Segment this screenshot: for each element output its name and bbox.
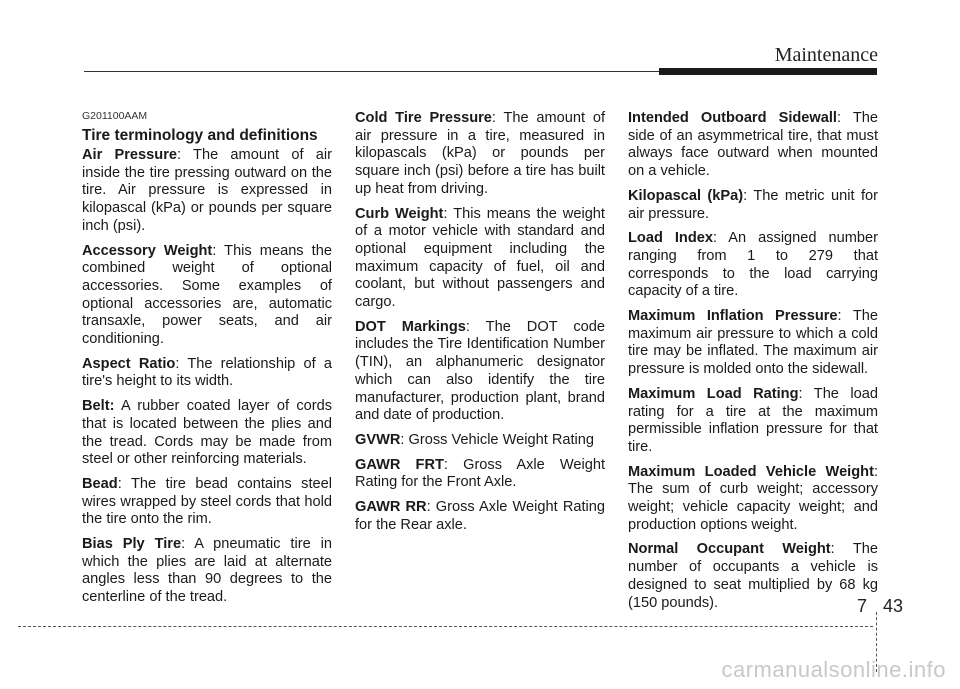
glossary-separator: : xyxy=(212,242,225,259)
section-code: G201100AAM xyxy=(82,110,148,122)
glossary-definition: The tire bead contains steel wires wrapped by steel cords that hold the tire onto the rim. xyxy=(82,475,332,528)
glossary-term: GAWR FRT xyxy=(355,456,444,473)
glossary-entry xyxy=(628,188,878,223)
glossary-definition: The side of an asymmetrical tire, that must always face outward when mounted on a vehicle. xyxy=(628,110,878,180)
glossary-term: GAWR RR xyxy=(355,499,427,516)
glossary-separator: : xyxy=(712,230,729,247)
glossary-term: Kilopascal (kPa) xyxy=(628,187,744,204)
glossary-term: Air Pressure xyxy=(82,147,177,163)
glossary-entry xyxy=(355,457,605,492)
glossary-term: Curb Weight xyxy=(355,205,444,222)
glossary-definition: The metric unit for air pressure. xyxy=(628,187,878,222)
glossary-entry xyxy=(82,398,332,469)
glossary-term: GVWR xyxy=(355,431,401,448)
glossary-definition: The relationship of a tire's height to its width. xyxy=(82,355,332,390)
header-rule xyxy=(84,71,659,72)
glossary-separator: : xyxy=(465,318,486,335)
column-2 xyxy=(355,110,605,541)
glossary-separator: : xyxy=(836,110,853,126)
glossary-separator: : xyxy=(798,385,814,402)
glossary-term: Intended Outboard Sidewall xyxy=(628,110,837,126)
glossary-term: Bead xyxy=(82,475,118,492)
glossary-entry xyxy=(628,541,878,612)
glossary-definition: The sum of curb weight; accessory weight; vehicle capacity weight; and production options weight. xyxy=(628,481,878,533)
glossary-separator: : xyxy=(743,187,754,204)
glossary-definition: A rubber coated layer of cords that is located between the plies and the tread. Cords may be made from steel or other reinforcing materials. xyxy=(82,398,333,468)
glossary-entry xyxy=(628,230,878,301)
glossary-entry xyxy=(628,464,878,535)
glossary-entry xyxy=(82,536,332,607)
glossary-term: Bias Ply Tire xyxy=(82,536,182,553)
chapter-number: 7 xyxy=(857,596,868,616)
glossary-definition: The amount of air pressure in a tire, measured in kilopascals (kPa) or pounds per square inch (psi) before a tire has built up heat from driving. xyxy=(355,110,605,197)
glossary-definition: The number of occupants a vehicle is designed to seat multiplied by 68 kg (150 pounds). xyxy=(628,541,878,611)
glossary-separator: : xyxy=(491,110,504,126)
glossary-separator: : xyxy=(837,308,853,325)
glossary-term: Cold Tire Pressure xyxy=(355,110,492,126)
glossary-separator: : xyxy=(400,431,409,448)
glossary-definition: This means the weight of a motor vehicle with standard and optional equipment including the maximum capacity of fuel, oil and coolant, but without passengers and cargo. xyxy=(355,205,605,311)
glossary-definition: The amount of air inside the tire pressing outward on the tire. Air pressure is expressed in kilopascal (kPa) or pounds per square inch (psi). xyxy=(82,147,332,234)
glossary-term: Aspect Ratio xyxy=(82,355,176,372)
glossary-separator: : xyxy=(830,541,853,558)
glossary-definition: Gross Vehicle Weight Rating xyxy=(408,431,595,448)
glossary-definition: Gross Axle Weight Rating for the Rear axle. xyxy=(355,499,606,533)
glossary-term: Maximum Loaded Vehicle Weight xyxy=(628,463,874,480)
glossary-term: DOT Markings xyxy=(355,318,466,335)
glossary-separator: : xyxy=(177,147,194,163)
glossary-term: Maximum Load Rating xyxy=(628,385,799,402)
glossary-term: Load Index xyxy=(628,230,713,247)
glossary-entry xyxy=(355,499,605,534)
glossary-entry xyxy=(82,243,332,349)
glossary-entry xyxy=(628,308,878,379)
glossary-separator: : xyxy=(117,475,131,492)
glossary-term: Normal Occupant Weight xyxy=(628,541,831,558)
glossary-entry xyxy=(82,356,332,391)
glossary-definition: The DOT code includes the Tire Identification Number (TIN), an alphanumeric designator which can also identify the tire manufacturer, production plant, brand and date of production. xyxy=(355,318,605,424)
glossary-separator: : xyxy=(873,463,878,480)
glossary-entry xyxy=(355,432,605,450)
glossary-separator: : xyxy=(181,536,195,553)
column-1 xyxy=(82,110,332,614)
glossary-entry xyxy=(82,476,332,529)
section-title: Tire terminology and definitions xyxy=(82,127,318,144)
column-3 xyxy=(628,110,878,619)
glossary-separator: : xyxy=(175,355,188,372)
glossary-separator: : xyxy=(426,499,436,516)
glossary-term: Maximum Inflation Pressure xyxy=(628,308,838,325)
glossary-definition: The maximum air pressure to which a cold tire may be inflated. The maximum air pressure is molded onto the sidewall. xyxy=(628,308,878,378)
glossary-term: Accessory Weight xyxy=(82,242,213,259)
footer-rule xyxy=(18,626,873,627)
glossary-definition: An assigned number ranging from 1 to 279 that corresponds to the load carrying capacity of a tire. xyxy=(628,230,879,300)
glossary-definition: Gross Axle Weight Rating for the Front Axle. xyxy=(355,456,606,491)
watermark: carmanualsonline.info xyxy=(721,657,946,682)
glossary-entry xyxy=(355,319,605,425)
glossary-separator: : xyxy=(443,456,464,473)
glossary-entry xyxy=(628,386,878,457)
glossary-definition: The load rating for a tire at the maximum permissible inflation pressure for that tire. xyxy=(628,385,878,455)
glossary-entry xyxy=(82,147,332,236)
glossary-entry xyxy=(355,110,605,199)
glossary-definition: A pneumatic tire in which the plies are laid at alternate angles less than 90 degrees to the centerline of the tread. xyxy=(82,536,332,606)
glossary-entry xyxy=(355,206,605,312)
glossary-definition: This means the combined weight of optional accessories. Some examples of optional accessories are, automatic transaxle, power seats, and air conditioning. xyxy=(82,242,332,348)
glossary-separator: : xyxy=(443,205,454,222)
header-bar xyxy=(659,68,877,75)
glossary-term: Belt: xyxy=(82,398,115,415)
header-title: Maintenance xyxy=(774,44,878,66)
glossary-entry xyxy=(628,110,878,181)
page-number: 43 xyxy=(883,596,904,616)
